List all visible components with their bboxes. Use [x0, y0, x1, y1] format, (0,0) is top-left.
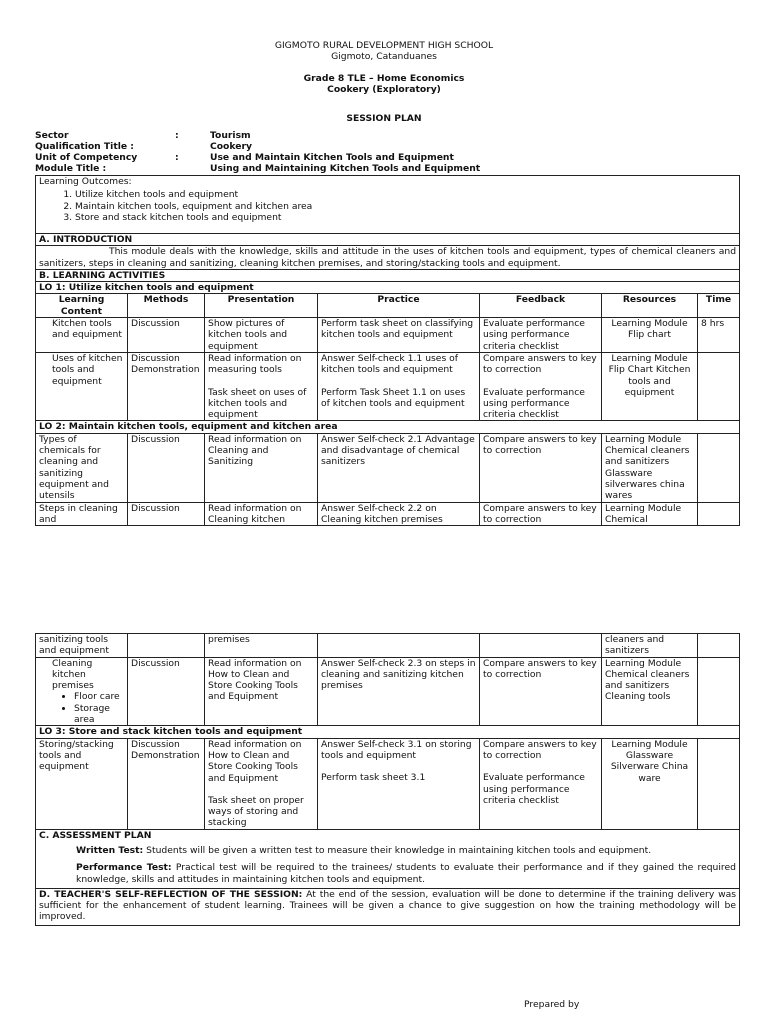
grade-subject: Grade 8 TLE – Home Economics	[303, 73, 465, 84]
written-test: Written Test: Students will be given a written test to measure their knowledge in maintaining kitchen tools and equipment.	[76, 845, 652, 857]
school-address: Gigmoto, Catanduanes	[331, 51, 437, 62]
learning-outcomes: Learning Outcomes: 1. Utilize kitchen tools and equipment 2. Maintain kitchen tools, equipment and kitchen area 3. Store and stack kitchen tools and equipment	[36, 176, 740, 234]
list-item: • Floor care	[74, 691, 124, 702]
introduction-heading: A. INTRODUCTION	[36, 234, 740, 246]
outcomes-list	[39, 189, 736, 223]
col-feedback: Feedback	[480, 294, 602, 318]
introduction-text: This module deals with the knowledge, skills and attitude in the uses of kitchen tools and equipment, types of chemical cleaners and sanitizers, steps in cleaning and sanitizing, cleaning kitchen premises, and storing/stacking tools and equipment.	[36, 246, 740, 270]
assessment-plan	[36, 829, 740, 888]
table-row: Kitchen tools and equipment Discussion Show pictures of kitchen tools and equipment Perform task sheet on classifying kitchen tools and equipment Evaluate performance using performance criteria checklist Learning Module Flip chart 8 hrs	[36, 318, 740, 353]
meta-qualification: Qualification Title : Cookery	[35, 141, 252, 152]
table-row: Storing/stacking tools and equipment Discussion Demonstration Read information on How to Clean and Store Cooking Tools and Equipment Task sheet on proper ways of storing and stacking Answer Self-check 3.1 on storing tools and equipment Perform task sheet 3.1 Compare answers to key to correction Evaluate performance using performance criteria checklist Learning Module Glassware Silverware China ware	[36, 738, 740, 829]
column-header-row	[36, 294, 740, 318]
col-methods: Methods	[128, 294, 205, 318]
meta-unit: Unit of Competency : Use and Maintain Kitchen Tools and Equipment	[35, 152, 454, 163]
list-item: • Storage area	[74, 703, 124, 726]
self-reflection: D. TEACHER'S SELF-REFLECTION OF THE SESSION: At the end of the session, evaluation will be done to determine if the training delivery was sufficient for the enhancement of student learning. Trainees will be given a chance to give suggestion on how the training methodology will be improved.	[36, 888, 740, 925]
meta-sector: Sector : Tourism	[35, 130, 251, 141]
table-row: sanitizing tools and equipment premises cleaners and sanitizers	[36, 634, 740, 658]
table-row: Types of chemicals for cleaning and sanitizing equipment and utensils Discussion Read information on Cleaning and Sanitizing Answer Self-check 2.1 Advantage and disadvantage of chemical sanitizers Compare answers to key to correction Learning Module Chemical cleaners and sanitizers Glassware silverwares china wares	[36, 433, 740, 502]
bullet-list	[52, 691, 124, 725]
col-time: Time	[698, 294, 740, 318]
col-presentation: Presentation	[205, 294, 318, 318]
lo3-heading: LO 3: Store and stack kitchen tools and equipment	[36, 726, 740, 738]
prepared-by: Prepared by	[524, 999, 580, 1010]
meta-block	[35, 130, 480, 174]
col-resources: Resources	[602, 294, 698, 318]
meta-module: Module Title : Using and Maintaining Kitchen Tools and Equipment	[35, 163, 481, 174]
table-row: Uses of kitchen tools and equipment Discussion Demonstration Read information on measuring tools Task sheet on uses of kitchen tools and equipment Answer Self-check 1.1 uses of kitchen tools and equipment Perform Task Sheet 1.1 on uses of kitchen tools and equipment Compare answers to key to correction Evaluate performance using performance criteria checklist Learning Module Flip Chart Kitchen tools and equipment	[36, 352, 740, 420]
table-row: Steps in cleaning and Discussion Read information on Cleaning kitchen Answer Self-check 2.2 on Cleaning kitchen premises Compare answers to key to correction Learning Module Chemical	[36, 502, 740, 526]
assessment-heading: C. ASSESSMENT PLAN	[39, 829, 152, 841]
col-practice: Practice	[318, 294, 480, 318]
session-table-part2	[35, 633, 740, 926]
list-item: 2. Maintain kitchen tools, equipment and kitchen area	[75, 201, 736, 212]
session-table-part1	[35, 175, 740, 526]
lo1-heading: LO 1: Utilize kitchen tools and equipment	[36, 282, 740, 294]
school-name: GIGMOTO RURAL DEVELOPMENT HIGH SCHOOL	[274, 40, 494, 51]
list-item: 1. Utilize kitchen tools and equipment	[75, 189, 736, 200]
activities-heading: B. LEARNING ACTIVITIES	[36, 269, 740, 281]
plan-title: SESSION PLAN	[346, 113, 422, 124]
lo2-heading: LO 2: Maintain kitchen tools, equipment and kitchen area	[36, 421, 740, 433]
performance-test: Performance Test: Practical test will be required to the trainees/ students to evaluate their performance and if they gained the required knowledge, skills and attitudes in maintaining kitchen tools and equipment.	[76, 862, 736, 885]
list-item: 3. Store and stack kitchen tools and equipment	[75, 212, 736, 223]
table-row: Cleaning kitchen premises • Floor care • Storage area Discussion Read information on How to Clean and Store Cooking Tools and Equipment Answer Self-check 2.3 on steps in cleaning and sanitizing kitchen premises Compare answers to key to correction Learning Module Chemical cleaners and sanitizers Cleaning tools	[36, 657, 740, 726]
col-learning-content: Learning Content	[36, 294, 128, 318]
course-title: Cookery (Exploratory)	[327, 84, 441, 95]
